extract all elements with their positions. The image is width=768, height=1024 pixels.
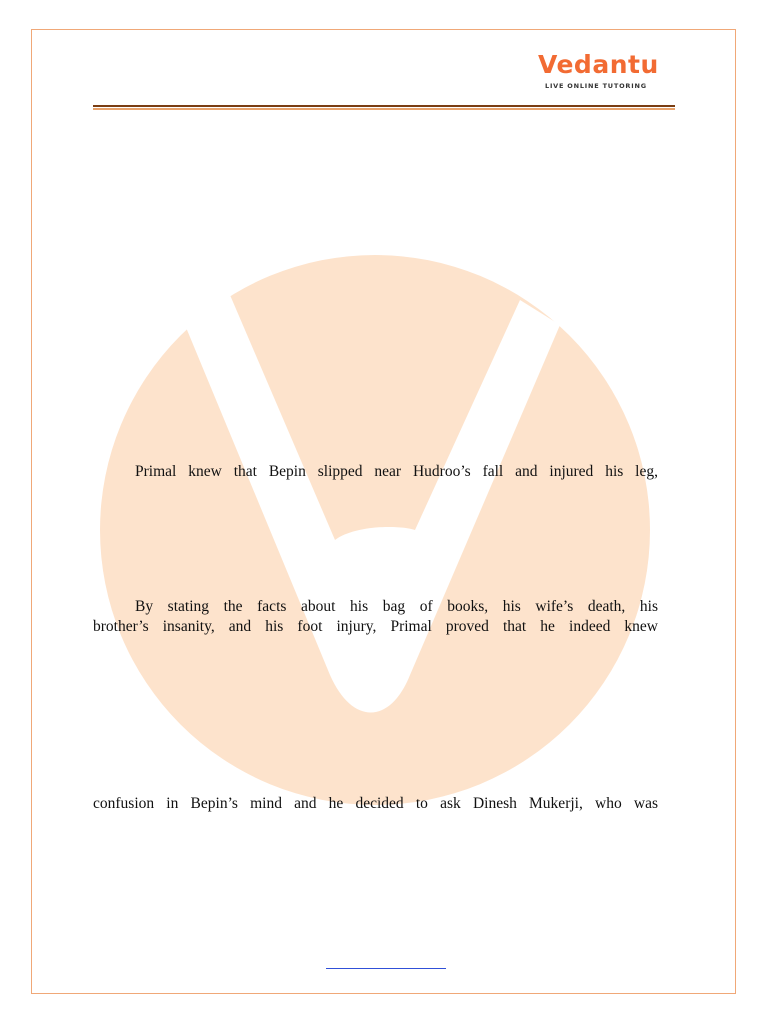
paragraph-2-line-2: brother’s insanity, and his foot injury, Primal proved that he indeed knew [93, 618, 658, 635]
paragraph-1: Primal knew that Bepin slipped near Hudroo’s fall and injured his leg, [135, 463, 658, 480]
paragraph-2-line-1: By stating the facts about his bag of books, his wife’s death, his [135, 598, 658, 615]
vedantu-logo [538, 50, 658, 94]
logo-brand: Vedantu [538, 50, 659, 79]
logo-tagline: LIVE ONLINE TUTORING [545, 82, 647, 90]
paragraph-2 [93, 597, 658, 637]
paragraph-3: confusion in Bepin’s mind and he decided to ask Dinesh Mukerji, who was [93, 795, 658, 812]
footer-link[interactable] [326, 958, 446, 969]
header-rule [93, 105, 675, 110]
vedantu-v-logo-watermark [90, 255, 660, 805]
